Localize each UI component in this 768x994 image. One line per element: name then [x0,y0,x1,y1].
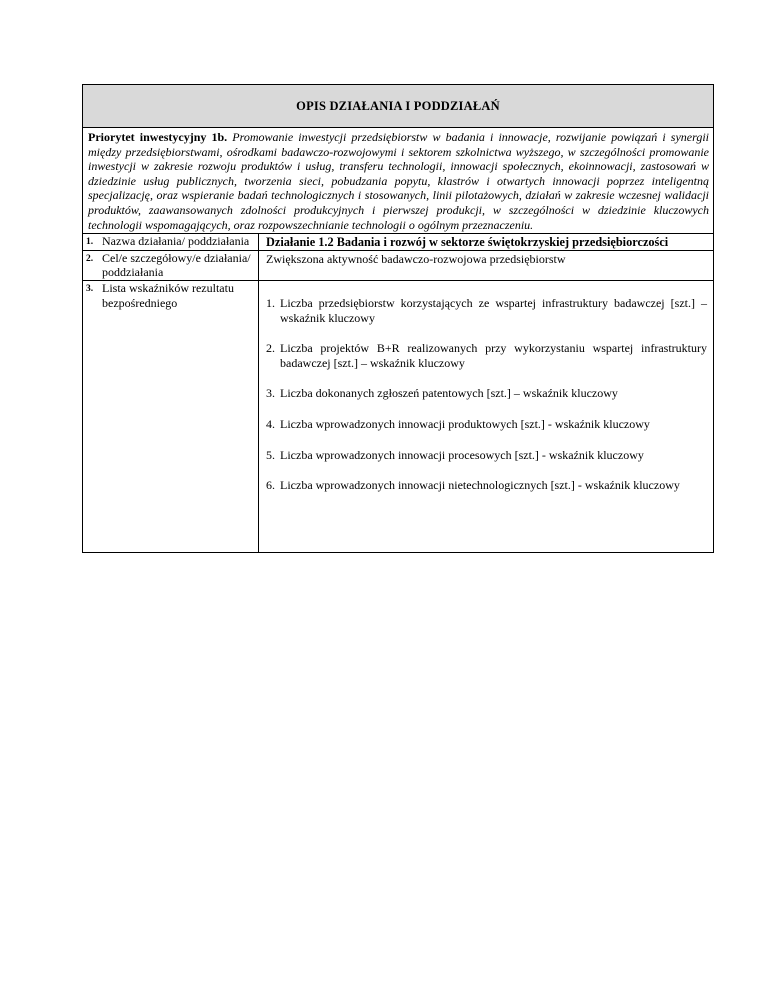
priority-cell [83,128,713,233]
indicator-number: 4. [266,416,275,431]
row-number: 2. [86,253,94,264]
list-item [266,296,707,325]
description-table [82,84,714,553]
row-label: Lista wskaźników rezultatu bezpośredniego [102,280,234,310]
table-header [83,85,713,128]
indicator-text: Liczba wprowadzonych innowacji procesowych [szt.] - wskaźnik kluczowy [280,447,644,462]
indicator-number: 6. [266,478,275,493]
row-label-cell [83,251,259,280]
row-number: 3. [86,283,94,294]
priority-text: Promowanie inwestycji przedsiębiorstw w badania i innowacje, rozwijanie powiązań i synergii między przedsiębiorstwami, ośrodkami badawczo-rozwojowymi i sektorem szkolnictwa wyższego, w szczególności promowanie inwestycji w zakresie rozwoju produktów i usług, transferu technologii, innowacji społecznych, ekoinnowacji, zastosowań w dziedzinie usług publicznych, tworzenia sieci, pobudzania popytu, klastrów i otwartych innowacji poprzez inteligentną specjalizację, oraz wspieranie badań technologicznych i stosowanych, linii pilotażowych, działań w zakresie wczesnej walidacji produktów, zaawansowanych zdolności produkcyjnych i pierwszej produkcji, w szczególności w dziedzinie kluczowych technologii wspomagających, oraz rozpowszechnianie technologii o ogólnym przeznaczeniu. [88,130,709,232]
specific-objective: Zwiększona aktywność badawczo-rozwojowa przedsiębiorstw [266,251,566,266]
indicator-text: Liczba projektów B+R realizowanych przy wykorzystaniu wspartej infrastruktury badawczej [szt.] – wskaźnik kluczowy [280,341,707,370]
priority-label: Priorytet inwestycyjny 1b. [88,130,228,144]
indicator-text: Liczba dokonanych zgłoszeń patentowych [szt.] – wskaźnik kluczowy [280,386,618,401]
indicator-list [259,281,713,552]
indicator-text: Liczba wprowadzonych innowacji nietechnologicznych [szt.] - wskaźnik kluczowy [280,478,680,493]
row-number: 1. [86,237,94,248]
list-item [266,341,707,370]
list-item [266,448,707,463]
indicator-number: 2. [266,341,275,356]
row-label-cell [83,234,259,250]
indicator-number: 3. [266,386,275,401]
row-label: Cel/e szczegółowy/e działania/ poddziałania [102,250,251,280]
page-title: OPIS DZIAŁANIA I PODDZIAŁAŃ [296,98,500,113]
row-label-cell [83,281,259,552]
list-item [266,417,707,432]
indicator-text: Liczba przedsiębiorstw korzystających ze wspartej infrastruktury badawczej [szt.] – wskaźnik kluczowy [280,295,707,325]
action-name: Działanie 1.2 Badania i rozwój w sektorze świętokrzyskiej przedsiębiorczości [266,235,669,250]
row-label: Nazwa działania/ poddziałania [102,234,250,249]
indicator-number: 5. [266,447,275,462]
list-item [266,386,707,401]
table-row [83,280,713,552]
table-row [83,250,713,280]
indicator-text: Liczba wprowadzonych innowacji produktowych [szt.] - wskaźnik kluczowy [280,416,650,431]
table-row [83,233,713,250]
indicator-number: 1. [266,295,275,310]
list-item [266,478,707,493]
